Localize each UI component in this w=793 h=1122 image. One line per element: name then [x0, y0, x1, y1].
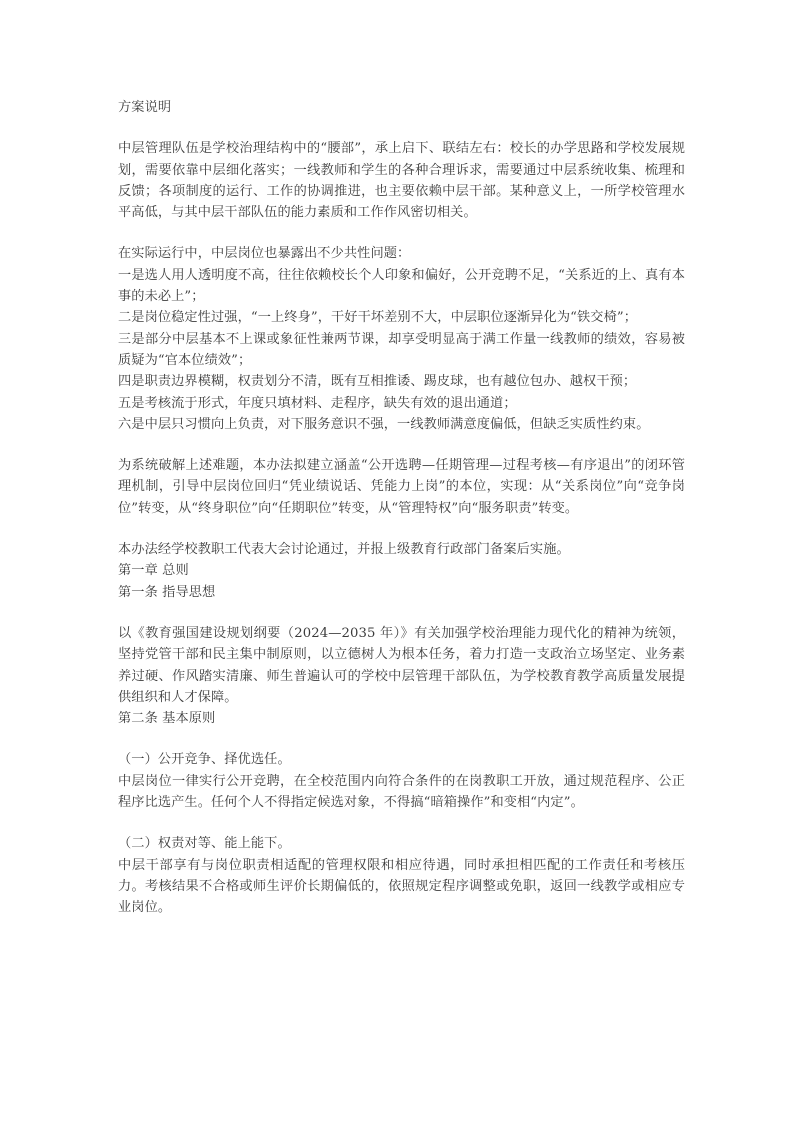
paragraph-approval: 本办法经学校教职工代表大会讨论通过，并报上级教育行政部门备案后实施。	[118, 542, 570, 558]
list-item-problem-1: 一是选人用人透明度不高，往往依赖校长个人印象和偏好，公开竞聘不足，“关系近的上、真有本事的未必上”；	[118, 267, 685, 305]
heading-chapter-1: 第一章 总则	[118, 563, 189, 579]
document-body	[118, 97, 685, 919]
list-item-principle-1-title: （一）公开竞争、择优选任。	[118, 752, 291, 768]
paragraph-solution: 为系统破解上述难题，本办法拟建立涵盖“公开选聘—任期管理—过程考核—有序退出”的闭环管理机制，引导中层岗位回归“凭业绩说话、凭能力上岗”的本位，实现：从“关系岗位”向“竞争岗位”转变，从“终身职位”向“任期职位”转变，从“管理特权”向“服务职责”转变。	[118, 458, 685, 516]
list-item-problem-3: 三是部分中层基本不上课或象征性兼两节课，却享受明显高于满工作量一线教师的绩效，容易被质疑为“官本位绩效”；	[118, 331, 685, 368]
heading-article-1: 第一条 指导思想	[118, 584, 216, 600]
list-item-principle-2-title: （二）权责对等、能上能下。	[118, 836, 291, 852]
list-item-problem-6: 六是中层只习惯向上负责，对下服务意识不强，一线教师满意度偏低，但缺乏实质性约束。	[118, 416, 650, 432]
paragraph-intro: 中层管理队伍是学校治理结构中的“腰部”，承上启下、联结左右：校长的办学思路和学校发展规划，需要依靠中层细化落实；一线教师和学生的各种合理诉求，需要通过中层系统收集、梳理和反馈；各项制度的运行、工作的协调推进，也主要依赖中层干部。某种意义上，一所学校管理水平高低，与其中层干部队伍的能力素质和工作作风密切相关。	[118, 141, 685, 221]
list-item-principle-2-body: 中层干部享有与岗位职责相适配的管理权限和相应待遇，同时承担相匹配的工作责任和考核压力。考核结果不合格或师生评价长期偏低的，依照规定程序调整或免职，返回一线教学或相应专业岗位。	[118, 857, 685, 916]
list-item-problem-4: 四是职责边界模糊，权责划分不清，既有互相推诿、踢皮球，也有越位包办、越权干预；	[118, 374, 637, 390]
list-item-problem-2: 二是岗位稳定性过强，“一上终身”，干好干坏差别不大，中层职位逐渐异化为“铁交椅”；	[118, 310, 638, 326]
heading-article-2: 第二条 基本原则	[118, 711, 216, 727]
list-item-problem-5: 五是考核流于形式，年度只填材料、走程序，缺失有效的退出通道；	[118, 395, 517, 411]
document-title: 方案说明	[118, 100, 172, 115]
paragraph-article-1-body: 以《教育强国建设规划纲要（2024—2035 年）》有关加强学校治理能力现代化的精神为统领，坚持党管干部和民主集中制原则，以立德树人为根本任务，着力打造一支政治立场坚定、业务素养过硬、作风踏实清廉、师生普遍认可的学校中层管理干部队伍，为学校教育教学高质量发展提供组织和人才保障。	[118, 625, 685, 705]
list-item-principle-1-body: 中层岗位一律实行公开竞聘，在全校范围内向符合条件的在岗教职工开放，通过规范程序、公正程序比选产生。任何个人不得指定候选对象，不得搞“暗箱操作”和变相“内定”。	[118, 773, 685, 811]
paragraph-problems-lead: 在实际运行中，中层岗位也暴露出不少共性问题：	[118, 246, 411, 262]
